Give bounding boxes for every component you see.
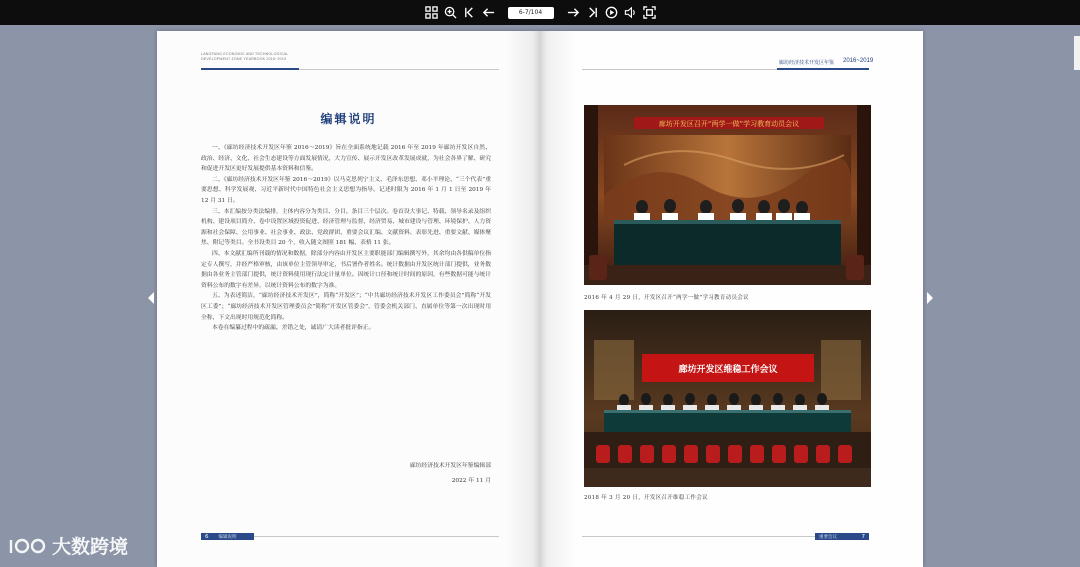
first-page-icon[interactable] bbox=[460, 3, 479, 22]
left-header-english: LANGFANG ECONOMIC AND TECHNOLOGICAL DEVELOPMENT ZONE YEARBOOK 2016~2019 bbox=[201, 52, 289, 61]
grid-icon[interactable] bbox=[422, 3, 441, 22]
meeting-photo-1-image bbox=[584, 105, 871, 285]
meeting-photo-2-image bbox=[584, 310, 871, 487]
editorial-office-name: 廊坊经济技术开发区年鉴编辑部 bbox=[409, 463, 491, 469]
page-indicator-input[interactable]: 6-7/104 bbox=[508, 7, 554, 19]
meeting-photo-2 bbox=[584, 310, 871, 487]
left-footer-tab bbox=[201, 533, 254, 540]
zoom-in-icon[interactable] bbox=[441, 3, 460, 22]
banner-text: 廊坊开发区召开“两学一做”学习教育动员会议 bbox=[658, 120, 800, 128]
photo-1-caption: 2016 年 4 月 29 日，开发区召开“两学一做”学习教育动员会议 bbox=[584, 295, 749, 301]
footer-rule bbox=[254, 536, 499, 537]
meeting-photo-1 bbox=[584, 105, 871, 285]
header-rule-thin bbox=[582, 69, 777, 70]
fullscreen-icon[interactable] bbox=[640, 3, 659, 22]
photo-2-caption: 2018 年 3 月 20 日，开发区召开维稳工作会议 bbox=[584, 495, 708, 501]
footer-section-label: 编辑说明 bbox=[218, 534, 237, 540]
footer-section-label: 重要会议 bbox=[819, 534, 837, 540]
viewer-toolbar bbox=[0, 0, 1080, 25]
banner-text: 廊坊开发区维稳工作会议 bbox=[678, 365, 778, 375]
next-spread-arrow-icon[interactable] bbox=[923, 290, 937, 306]
next-page-icon[interactable] bbox=[564, 3, 583, 22]
prev-page-icon[interactable] bbox=[479, 3, 498, 22]
watermark-logo-icon bbox=[8, 536, 48, 556]
right-header-year: 2016~2019 bbox=[843, 58, 874, 64]
paragraph: 四、本文献汇编所刊载的情况和数据，除部分内容由开发区主要职能部门编辑撰写外，其余均由各供稿单位指定专人撰写，并经严格审核，由该单位主管领导审定，书后署作者姓名。统计数据由开发区统计部门提供，业务数据由各业务主管部门提供，统计资料使用现行法定计量单位。因统计口径和统计时间的原因，有些数据可能与统计资料公布的数字有差异，以统计资料公布的数字为准。 bbox=[201, 250, 491, 289]
last-page-icon[interactable] bbox=[583, 3, 602, 22]
editorial-notes-body bbox=[201, 143, 491, 334]
play-icon[interactable] bbox=[602, 3, 621, 22]
book-spread bbox=[157, 31, 923, 567]
page-number: 7 bbox=[861, 533, 865, 540]
header-rule-thin bbox=[299, 69, 499, 70]
watermark-text: 大数跨境 bbox=[52, 536, 129, 558]
right-footer-tab bbox=[815, 533, 869, 540]
footer-rule bbox=[582, 536, 815, 537]
page-number: 6 bbox=[205, 533, 209, 540]
paragraph: 三、本汇编按分类法编排，主体内容分为类目、分目、条目三个层次。卷首设大事记、特载、领导名录及组织机构、建设项目简介、卷中设置区域投资促进、经济管理与监督、经济贸易、城市建设与管理、环境保护、人力资源和社会保障、公用事业、社会事业、政法、党政群团、重要会议汇编、文献资料、表彰先进、重要文献、媒体聚焦、附记等类目。全书设类目 20 个，收入随文图照 181 幅、表格 11 张。 bbox=[201, 208, 491, 247]
thumbnail-edge[interactable] bbox=[1074, 36, 1080, 70]
paragraph: 五、为表述简洁，“廊坊经济技术开发区”，简称“开发区”；“中共廊坊经济技术开发区工作委员会”简称“开发区工委”；“廊坊经济技术开发区管理委员会”简称“开发区管委会”，管委会机关部门、直属单位等第一次出现时用全称，下文出现时用规范化简称。 bbox=[201, 293, 491, 321]
header-rule bbox=[201, 68, 299, 70]
page-title: 编辑说明 bbox=[320, 112, 377, 126]
right-header-title: 廊坊经济技术开发区年鉴 bbox=[779, 60, 835, 66]
signature-date: 2022 年 11 月 bbox=[451, 478, 491, 484]
left-page bbox=[157, 31, 540, 567]
paragraph: 一、《廊坊经济技术开发区年鉴 2016～2019》旨在全面系统地记载 2016 年至 2019 年廊坊开发区自然、政治、经济、文化、社会生态建设等方面发展情况，大力宣传、展示开发区改革发展成就，为社会各界了解、研究和促进开发区更好发展提供基本资料和信鉴。 bbox=[201, 145, 491, 173]
paragraph: 本卷在编纂过程中的疏漏、差错之处，诚请广大读者批评指正。 bbox=[212, 325, 375, 332]
watermark bbox=[8, 532, 128, 559]
prev-spread-arrow-icon[interactable] bbox=[144, 290, 158, 306]
signature-block bbox=[410, 459, 491, 489]
paragraph: 二、《廊坊经济技术开发区年鉴 2016～2019》以马克思列宁主义、毛泽东思想、邓小平理论、“三个代表”重要思想、科学发展观、习近平新时代中国特色社会主义思想为指导。记述时限为 2016 年 1 月 1 日至 2019 年 12 月 31 日。 bbox=[201, 176, 491, 204]
sound-icon[interactable] bbox=[621, 3, 640, 22]
header-rule bbox=[777, 68, 869, 70]
